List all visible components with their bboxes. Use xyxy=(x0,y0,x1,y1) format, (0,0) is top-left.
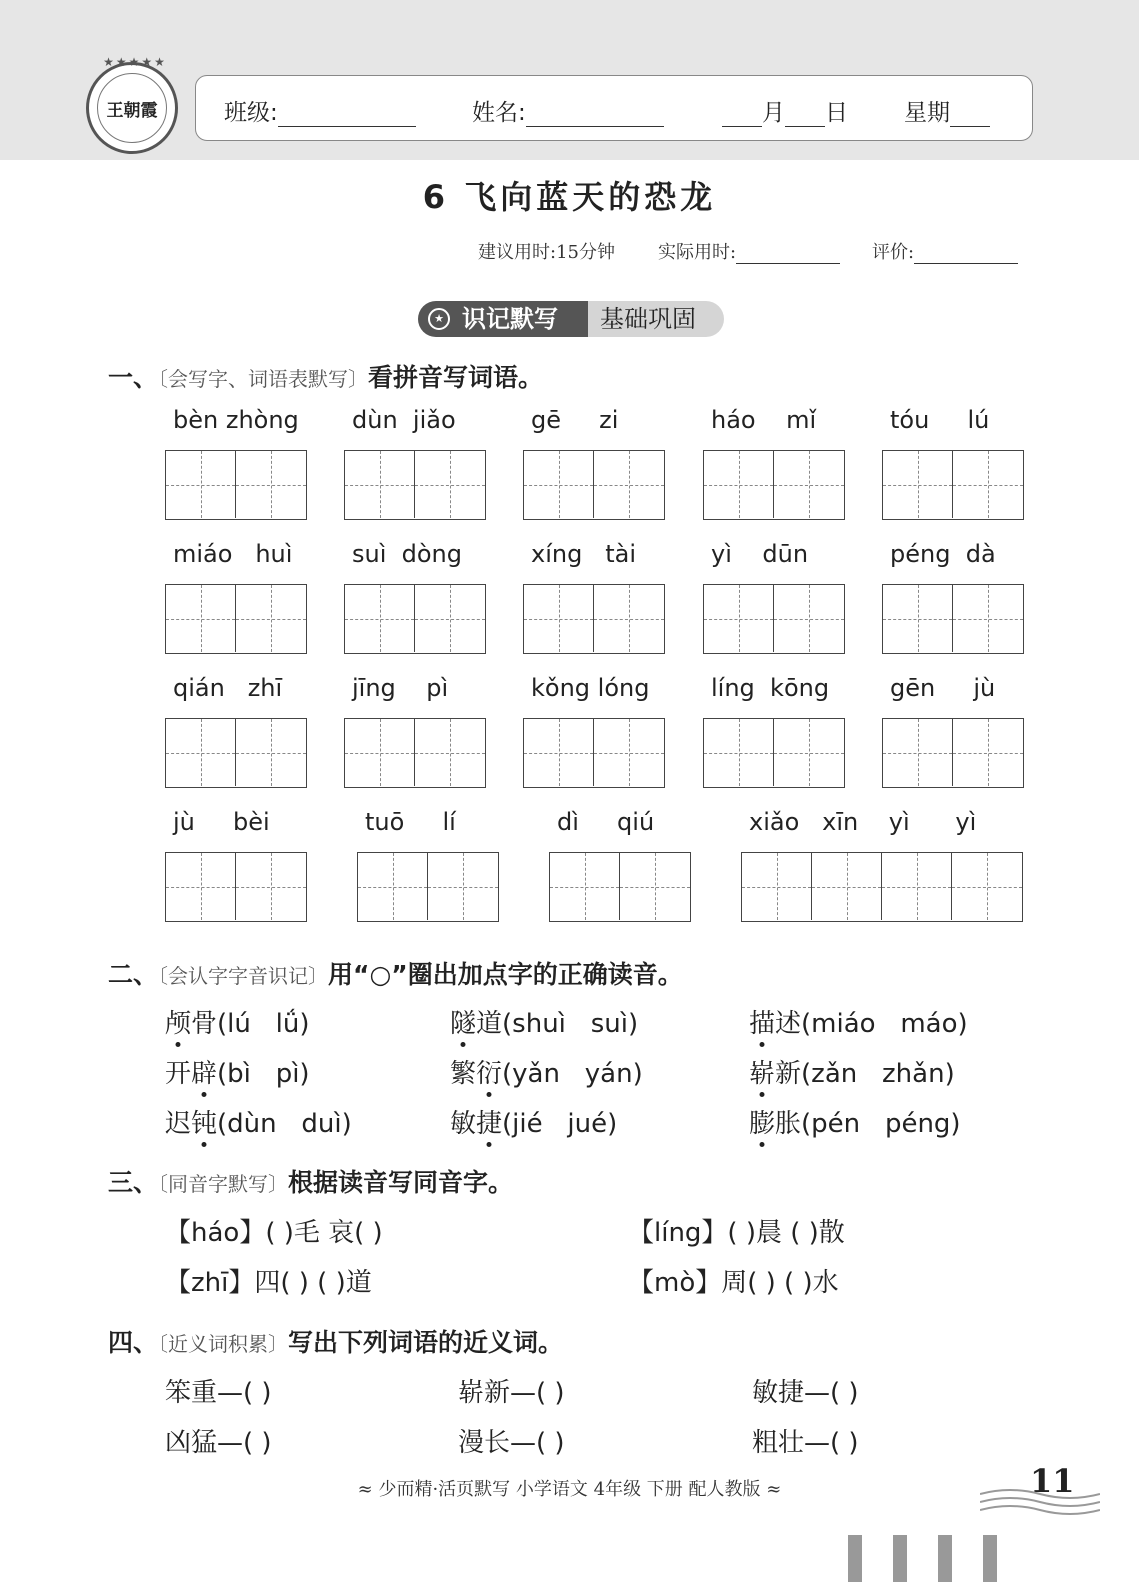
wave-decoration-icon xyxy=(980,1486,1100,1522)
pinyin-label: háo mǐ xyxy=(711,406,817,434)
student-info-box xyxy=(195,75,1033,141)
synonym-item[interactable]: 笨重—( ) xyxy=(165,1378,272,1408)
pinyin-label: bèn zhòng xyxy=(173,406,299,434)
writing-cell[interactable] xyxy=(345,451,415,518)
writing-cell[interactable] xyxy=(953,719,1023,786)
pinyin-label: jīng pì xyxy=(352,674,449,702)
cell-guide-line xyxy=(345,753,414,754)
tianzige-grid[interactable] xyxy=(344,584,486,654)
reading-options[interactable]: (yǎn yán) xyxy=(502,1059,643,1089)
writing-cell[interactable] xyxy=(524,451,594,518)
writing-cell[interactable] xyxy=(236,451,306,518)
suggested-time: 建议用时:15分钟 xyxy=(478,242,615,263)
reading-choice-item[interactable] xyxy=(450,1103,617,1140)
pinyin-label: gēn jù xyxy=(890,674,996,702)
section4-tag: 〔近义词积累〕 xyxy=(158,1332,289,1356)
writing-cell[interactable] xyxy=(704,719,774,786)
tianzige-grid[interactable] xyxy=(703,718,845,788)
word-char: 胀 xyxy=(775,1109,802,1139)
word-char: 膨 xyxy=(749,1109,776,1139)
tianzige-grid[interactable] xyxy=(703,584,845,654)
word-char: 隧 xyxy=(450,1009,477,1039)
tianzige-grid[interactable] xyxy=(741,852,1023,922)
section3-heading xyxy=(108,1163,513,1199)
pinyin-label: tóu lú xyxy=(890,406,990,434)
section2-number: 二、 xyxy=(108,960,159,989)
pinyin-label: xiǎo xīn yì yì xyxy=(749,808,977,836)
actual-time-blank[interactable] xyxy=(736,243,840,264)
lesson-title: 6 飞向蓝天的恐龙 xyxy=(422,178,717,216)
reading-choice-item[interactable] xyxy=(165,1003,310,1040)
cell-guide-line xyxy=(524,619,593,620)
writing-cell[interactable] xyxy=(166,585,236,652)
section1-number: 一、 xyxy=(108,363,159,392)
page-number: 11 xyxy=(1030,1462,1075,1500)
tianzige-grid[interactable] xyxy=(165,584,307,654)
word-char: 崭 xyxy=(749,1059,776,1089)
pinyin-label: xíng tài xyxy=(531,540,636,568)
cell-guide-line xyxy=(620,887,690,888)
cell-guide-line xyxy=(704,753,773,754)
tianzige-grid[interactable] xyxy=(703,450,845,520)
writing-cell[interactable] xyxy=(524,719,594,786)
tianzige-grid[interactable] xyxy=(165,718,307,788)
homophone-item[interactable]: 【mò】周( ) ( )水 xyxy=(628,1268,839,1298)
word-char: 钝 xyxy=(191,1109,218,1139)
tianzige-grid[interactable] xyxy=(523,718,665,788)
word-char: 述 xyxy=(775,1009,802,1039)
day-label: 日 xyxy=(825,100,848,126)
pinyin-label: miáo huì xyxy=(173,540,293,568)
reading-options[interactable]: (pén péng) xyxy=(801,1109,961,1139)
writing-cell[interactable] xyxy=(704,451,774,518)
word-char: 衍 xyxy=(476,1059,503,1089)
cell-guide-line xyxy=(704,619,773,620)
banner-dark-label: 识记默写 xyxy=(462,305,558,333)
writing-cell[interactable] xyxy=(594,451,664,518)
cell-guide-line xyxy=(594,753,664,754)
edge-bar xyxy=(983,1535,997,1582)
class-blank[interactable] xyxy=(278,100,416,127)
cell-guide-line xyxy=(594,619,664,620)
writing-cell[interactable] xyxy=(415,719,485,786)
section-banner xyxy=(418,301,724,337)
day-blank[interactable] xyxy=(785,100,825,127)
pinyin-label: tuō lí xyxy=(365,808,456,836)
word-char: 迟 xyxy=(165,1109,192,1139)
pinyin-label: jù bèi xyxy=(173,808,270,836)
class-label: 班级: xyxy=(224,100,278,126)
section1-heading xyxy=(108,358,543,394)
word-char: 新 xyxy=(775,1059,802,1089)
cell-guide-line xyxy=(774,753,844,754)
cell-guide-line xyxy=(428,887,498,888)
pinyin-label: qián zhī xyxy=(173,674,283,702)
section4-number: 四、 xyxy=(108,1328,159,1357)
writing-cell[interactable] xyxy=(620,853,690,920)
homophone-item[interactable]: 【zhī】四( ) ( )道 xyxy=(165,1268,372,1298)
reading-options[interactable]: (lú lǘ) xyxy=(217,1009,310,1039)
writing-cell[interactable] xyxy=(550,853,620,920)
cell-guide-line xyxy=(345,485,414,486)
writing-cell[interactable] xyxy=(166,719,236,786)
writing-cell[interactable] xyxy=(704,585,774,652)
reading-options[interactable]: (miáo máo) xyxy=(801,1009,968,1039)
pinyin-label: líng kōng xyxy=(711,674,830,702)
tianzige-grid[interactable] xyxy=(549,852,691,922)
word-char: 繁 xyxy=(450,1059,477,1089)
banner-dark-part xyxy=(418,301,588,337)
cell-guide-line xyxy=(812,887,881,888)
writing-cell[interactable] xyxy=(428,853,498,920)
tianzige-grid[interactable] xyxy=(523,450,665,520)
pinyin-label: suì dòng xyxy=(352,540,463,568)
tianzige-grid[interactable] xyxy=(882,450,1024,520)
section2-heading xyxy=(108,955,683,991)
synonym-item[interactable]: 粗壮—( ) xyxy=(752,1428,859,1458)
banner-light-label: 基础巩固 xyxy=(600,305,696,333)
writing-cell[interactable] xyxy=(742,853,812,920)
writing-cell[interactable] xyxy=(415,451,485,518)
actual-time-field[interactable] xyxy=(658,238,840,264)
section2-tag: 〔会认字字音识记〕 xyxy=(158,964,329,988)
cell-guide-line xyxy=(882,887,951,888)
tianzige-grid[interactable] xyxy=(165,852,307,922)
reading-choice-item[interactable] xyxy=(165,1103,352,1140)
weekday-label: 星期 xyxy=(904,100,950,126)
cell-guide-line xyxy=(345,619,414,620)
writing-cell[interactable] xyxy=(415,585,485,652)
evaluation-field[interactable] xyxy=(872,238,1018,264)
logo-stars-icon: ★★★★★ xyxy=(103,55,167,69)
cell-guide-line xyxy=(166,485,235,486)
cell-guide-line xyxy=(358,887,427,888)
reading-choice-item[interactable] xyxy=(450,1053,643,1090)
section3-tag: 〔同音字默写〕 xyxy=(158,1172,289,1196)
writing-cell[interactable] xyxy=(882,853,952,920)
class-field[interactable] xyxy=(224,94,416,127)
writing-cell[interactable] xyxy=(236,719,306,786)
reading-choice-item[interactable] xyxy=(749,1003,968,1040)
edge-bar xyxy=(893,1535,907,1582)
word-char: 开 xyxy=(165,1059,192,1089)
cell-guide-line xyxy=(524,485,593,486)
cell-guide-line xyxy=(236,753,306,754)
section1-instruction: 看拼音写词语。 xyxy=(368,363,544,392)
homophone-item[interactable]: 【háo】( )毛 哀( ) xyxy=(165,1218,383,1248)
cell-guide-line xyxy=(166,887,235,888)
word-char: 捷 xyxy=(476,1109,503,1139)
cell-guide-line xyxy=(236,887,306,888)
writing-cell[interactable] xyxy=(594,719,664,786)
cell-guide-line xyxy=(774,619,844,620)
reading-options[interactable]: (dùn duì) xyxy=(217,1109,352,1139)
date-field[interactable] xyxy=(722,94,848,127)
cell-guide-line xyxy=(236,619,306,620)
pinyin-label: yì dūn xyxy=(711,540,809,568)
tianzige-grid[interactable] xyxy=(344,718,486,788)
synonym-item[interactable]: 崭新—( ) xyxy=(458,1378,565,1408)
writing-cell[interactable] xyxy=(774,585,844,652)
reading-choice-item[interactable] xyxy=(749,1103,961,1140)
publisher-logo xyxy=(86,55,178,154)
cell-guide-line xyxy=(236,485,306,486)
cell-guide-line xyxy=(883,485,952,486)
writing-cell[interactable] xyxy=(358,853,428,920)
word-char: 敏 xyxy=(450,1109,477,1139)
writing-cell[interactable] xyxy=(952,853,1022,920)
section3-number: 三、 xyxy=(108,1168,159,1197)
word-char: 颅 xyxy=(165,1009,192,1039)
section3-instruction: 根据读音写同音字。 xyxy=(288,1168,514,1197)
tianzige-grid[interactable] xyxy=(882,584,1024,654)
writing-cell[interactable] xyxy=(812,853,882,920)
reading-options[interactable]: (bì pì) xyxy=(217,1059,310,1089)
writing-cell[interactable] xyxy=(883,719,953,786)
tianzige-grid[interactable] xyxy=(523,584,665,654)
pinyin-label: kǒng lóng xyxy=(531,674,650,702)
section1-tag: 〔会写字、词语表默写〕 xyxy=(158,367,369,391)
tianzige-grid[interactable] xyxy=(357,852,499,922)
weekday-field[interactable] xyxy=(904,94,990,127)
evaluation-label: 评价: xyxy=(872,242,915,263)
weekday-blank[interactable] xyxy=(950,100,990,127)
pinyin-label: dùn jiǎo xyxy=(352,406,456,434)
writing-cell[interactable] xyxy=(774,451,844,518)
tianzige-grid[interactable] xyxy=(882,718,1024,788)
cell-guide-line xyxy=(415,485,485,486)
cell-guide-line xyxy=(883,619,952,620)
cell-guide-line xyxy=(953,619,1023,620)
pinyin-label: péng dà xyxy=(890,540,996,568)
logo-text: 王朝霞 xyxy=(97,73,167,143)
cell-guide-line xyxy=(166,753,235,754)
medal-icon: ★ xyxy=(428,308,450,330)
cell-guide-line xyxy=(415,753,485,754)
word-char: 道 xyxy=(476,1009,503,1039)
writing-cell[interactable] xyxy=(774,719,844,786)
footer-text: ≈ 少而精·活页默写 小学语文 4年级 下册 配人教版 ≈ xyxy=(357,1479,782,1500)
section4-instruction: 写出下列词语的近义词。 xyxy=(288,1328,564,1357)
writing-cell[interactable] xyxy=(345,585,415,652)
cell-guide-line xyxy=(883,753,952,754)
month-label: 月 xyxy=(762,100,785,126)
cell-guide-line xyxy=(742,887,811,888)
reading-options[interactable]: (zǎn zhǎn) xyxy=(801,1059,955,1089)
word-char: 骨 xyxy=(191,1009,218,1039)
tianzige-grid[interactable] xyxy=(344,450,486,520)
actual-time-label: 实际用时: xyxy=(658,242,737,263)
cell-guide-line xyxy=(953,485,1023,486)
writing-cell[interactable] xyxy=(594,585,664,652)
cell-guide-line xyxy=(774,485,844,486)
month-blank[interactable] xyxy=(722,100,762,127)
reading-choice-item[interactable] xyxy=(165,1053,310,1090)
cell-guide-line xyxy=(704,485,773,486)
section4-heading xyxy=(108,1323,563,1359)
edge-bar xyxy=(848,1535,862,1582)
name-field[interactable] xyxy=(472,94,664,127)
cell-guide-line xyxy=(166,619,235,620)
pinyin-label: gē zi xyxy=(531,406,619,434)
writing-cell[interactable] xyxy=(883,451,953,518)
writing-cell[interactable] xyxy=(236,853,306,920)
writing-cell[interactable] xyxy=(953,585,1023,652)
synonym-item[interactable]: 敏捷—( ) xyxy=(752,1378,859,1408)
homophone-item[interactable]: 【líng】( )晨 ( )散 xyxy=(628,1218,845,1248)
pinyin-label: dì qiú xyxy=(557,808,655,836)
reading-choice-item[interactable] xyxy=(749,1053,955,1090)
writing-cell[interactable] xyxy=(883,585,953,652)
word-char: 描 xyxy=(749,1009,776,1039)
word-char: 辟 xyxy=(191,1059,218,1089)
name-label: 姓名: xyxy=(472,100,526,126)
cell-guide-line xyxy=(524,753,593,754)
writing-cell[interactable] xyxy=(236,585,306,652)
section2-instruction: 用“○”圈出加点字的正确读音。 xyxy=(328,960,683,989)
synonym-item[interactable]: 漫长—( ) xyxy=(458,1428,565,1458)
cell-guide-line xyxy=(953,753,1023,754)
reading-choice-item[interactable] xyxy=(450,1003,638,1040)
writing-cell[interactable] xyxy=(166,853,236,920)
cell-guide-line xyxy=(594,485,664,486)
tianzige-grid[interactable] xyxy=(165,450,307,520)
evaluation-blank[interactable] xyxy=(914,243,1018,264)
cell-guide-line xyxy=(952,887,1022,888)
reading-options[interactable]: (shuì suì) xyxy=(502,1009,639,1039)
writing-cell[interactable] xyxy=(953,451,1023,518)
writing-cell[interactable] xyxy=(166,451,236,518)
synonym-item[interactable]: 凶猛—( ) xyxy=(165,1428,272,1458)
writing-cell[interactable] xyxy=(524,585,594,652)
name-blank[interactable] xyxy=(526,100,664,127)
cell-guide-line xyxy=(550,887,619,888)
writing-cell[interactable] xyxy=(345,719,415,786)
reading-options[interactable]: (jié jué) xyxy=(502,1109,618,1139)
edge-bar xyxy=(938,1535,952,1582)
cell-guide-line xyxy=(415,619,485,620)
